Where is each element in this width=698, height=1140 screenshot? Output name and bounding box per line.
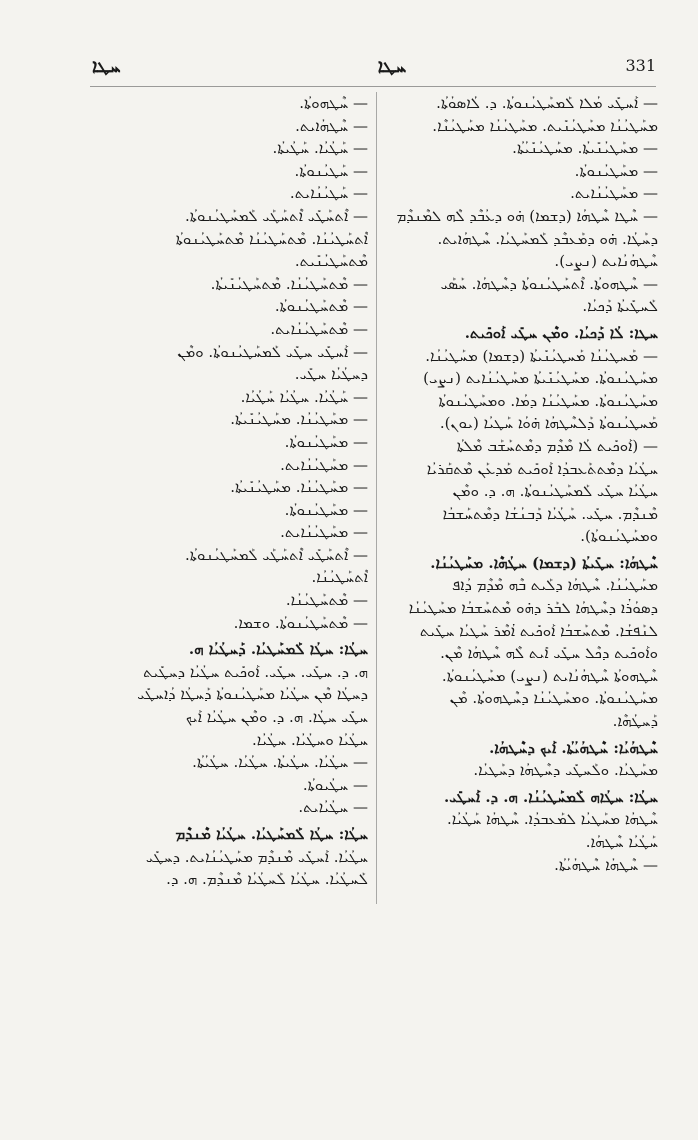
entry-line: ܕܰܚܛܳܗܶܐ. <box>612 712 658 731</box>
entry-line: ܐܶܬܚܰܛܝܳܢܳܐ. ܡܶܬܚܰܛܝܳܢܳܐ ܡܶܬܚܰܛܝܳܢܘܬܳܐ <box>175 229 368 248</box>
entry-headword-line: ܚܶܛܗܳܝܳܐ: ܚܶܛܗܳܝܳܬܳܐ. ܐܰܝܟ ܕܚܶܛܗܳܐ. <box>489 738 658 757</box>
entry-line: ܡܚܰܛܝܳܐ. ܘܠܰܚܛܺܝ ܕܚܶܛܗܳܐ ܕܚܰܛܝܳܐ. <box>473 761 658 780</box>
entry-line: — ܚܛܳܝܘܬܳܐ. <box>302 775 368 794</box>
entry-line: — ܐܰܚܛܺܝ ܡܳܠܐ ܠܰܡܚܰܛܝܳܢܘܬܳܐ. ܕ. ܠܳܐܣܘܳܬܳܐ. <box>436 94 658 112</box>
entry-line: ܡܰܚܛܝܳܢܘܬܳܐ ܕܰܠܚܶܛܗܳܐ ܗ̇ܘܳܐ ܚܰܛܝܳܐ (ܝܘܢ). <box>439 414 658 433</box>
header-rule <box>90 86 656 87</box>
entry-line: — ܡܚܰܛܝܳܢܳܐ. ܡܚܰܛܝܳܢܺܝܬܳܐ. <box>230 478 368 497</box>
entry-line: ܚܰܛܳܝܳܐ ܚܶܛܗܳܐ. <box>585 833 658 851</box>
entry-line: ܚܛܳܝܳܐ ܘܚܛܳܝܳܐ. ܚܛܳܝܳܐ. <box>251 730 368 749</box>
header-left-word: ܚܛܐ <box>92 56 121 77</box>
entry-line: ܠܰܚܛܺܝܬܳܐ ܕܰܟܝܳܐ. <box>582 297 658 316</box>
entry-line: ܚܶܛܗܳܢܳܐܝܬ (ܢܨܝ). <box>554 252 658 271</box>
entry-line: — ܚܶܛܗܳܐܝܬ. <box>295 116 368 135</box>
entry-line: — ܡܶܬܚܰܛܝܳܢܳܐ. <box>285 591 368 610</box>
entry-line: — ܡܶܬܚܰܛܝܳܢܘܬܳܐ. <box>274 297 368 316</box>
entry-line: ܕܚܛܳܝܳܐ ܚܛܺܝ. <box>294 365 368 384</box>
entry-line: ܚܶܛܗܘܬܳܐ ܚܶܛܗܳܢܳܐܝܬ (ܢܨܝ) ܡܚܰܛܝܳܢܘܬܳܐ. <box>441 666 658 685</box>
entry-line: ܡܶܬܚܰܛܝܳܢܺܝܬ. <box>294 252 368 271</box>
page-number: 331 <box>625 56 656 75</box>
entry-line: ܡܶܢܕܶܡ. ܚܛܺܝ. ܚܰܛܳܝܳܐ ܕܰܒܢܳܫܳܐ ܕܡܶܬܚܰܫܒܳܐ <box>442 504 658 523</box>
entry-line: ܚܛܳܝܳܐ ܕܡܶܬܬܰܥܒܕܳܐ ܐܰܘܟܺܝܬ ܡܰܕܥܰܢ ܡܶܬܩܰܪܝܳܐ <box>426 459 658 478</box>
entry-line: — ܡܚܰܛܝܳܢܳܐܝܬ. <box>570 184 658 203</box>
entry-line: — ܐܰܚܛܺܝ ܚܛܺܝ ܠܰܡܚܰܛܝܳܢܘܬܳܐ. ܘܡܶܢ <box>177 342 368 361</box>
entry-line: ܚܛܳܝܳܐ ܚܛܺܝ ܠܰܡܚܰܛܝܳܢܘܬܳܐ. ܗ. ܕ. ܘܡܶܢ <box>452 482 658 501</box>
entry-headword-line: ܚܛܳܐ: ܚܛܳܐܗ ܠܰܡܚܰܛܝܳܢܳܐ. ܗ. ܕ. ܐܰܚܛܺܝ. <box>443 787 658 806</box>
entry-line: — ܚܶܛܗܘܬܳܐ. ܐܶܬܚܰܛܝܳܢܘܬܳܐ ܕܚܶܛܗܳܐ. ܚܰܣܰܝ <box>440 274 658 293</box>
entry-line: — ܡܶܬܚܰܛܝܳܢܘܬܳܐ. ܘܫܡܐ. <box>233 613 368 632</box>
entry-line: ܕܣܘܳܪܳܐ ܕܚܶܛܗܳܐ ܠܒܰܪ ܕܗ̇ܘ ܡܶܬܚܰܫܒܳܐ ܡܚܰܛܝܳܢܳܐ <box>408 599 658 618</box>
entry-headword-line: ܚܛܐ: ܠܳܐ ܕܰܟܝܳܐ. ܘܡܶܢ ܚܛܺܝ ܐܰܘܟܺܝܬ. <box>464 323 658 342</box>
entry-line: ܘܡܚܰܛܝܳܢܘܬܳܐ). <box>580 527 658 546</box>
entry-line: — ܡܚܰܛܝܳܢܘܬܳܐ. <box>284 500 368 519</box>
right-column <box>386 92 658 876</box>
entry-line: ܡܚܰܛܝܳܢܳܐ ܡܚܰܛܝܳܢܺܝܬ. ܡܚܰܛܝܳܢܳܐ ܡܚܰܛܝܳܢܶܐ. <box>432 116 658 135</box>
entry-line: ܠܢܰܦܫܳܐ. ܡܶܬܚܰܫܒܳܐ ܐܰܘܟܺܝܬ ܐܳܡܶܪ ܚܰܛܝܳܐ ܚܛܺܝܬ <box>419 621 658 640</box>
entry-line: — ܚܛܳܝܳܐܝܬ. <box>298 798 368 817</box>
left-column <box>96 92 368 891</box>
entry-line: — ܚܛܳܝܳܐ. ܚܛܳܝܬܳܐ. ܚܛܳܝܳܐ. ܚܛܳܝܳܬܳܐ. <box>192 753 368 772</box>
entry-line: ܡܚܰܛܝܳܢܘܬܳܐ. ܡܚܰܛܝܳܢܳܐ ܕܡܳܐ. ܘܡܚܰܛܝܳܢܘܬܳܐ <box>438 391 658 410</box>
entry-line: ܠܰܚܛܳܝܳܐ. ܚܛܳܝܳܐ ܠܰܚܛܳܝܳܐ ܡܶܢܕܶܡ. ܗ. ܕ. <box>166 870 368 889</box>
entry-line: — ܚܶܛܐ ܚܶܛܗܳܐ (ܕܫܡܐ) ܗ̇ܘ ܕܥܳܒܶܕ ܠܶܗ ܠܡܶܢܕܶܡ <box>396 206 658 225</box>
entry-line: ܘܐܰܘܟܺܝܬ ܕܟܶܠ ܚܛܺܝ ܐܺܝܬ ܠܶܗ ܚܶܛܗܳܐ ܡܶܢ. <box>440 644 658 663</box>
entry-line: — ܚܰܛܝܳܢܳܐܝܬ. <box>289 184 368 203</box>
entry-line: ܚܶܛܗܳܐ ܡܚܰܛܝܳܐ ܠܡܰܥܒܕܳܐ. ܚܶܛܗܳܐ ܚܰܛܳܝܳܐ. <box>446 810 658 829</box>
entry-line: ܕܚܰܛܳܐ. ܗ̇ܘ ܕܡܰܥܒܶܕ ܠܰܡܚܰܛܝܳܐ. ܚܶܛܗܳܐܝܬ. <box>437 229 658 248</box>
entry-line: — ܡܶܬܚܰܛܝܳܢܳܐ. ܡܶܬܚܰܛܝܳܢܺܝܬܳܐ. <box>210 274 368 293</box>
entry-line: — ܐܶܬܚܰܛܺܝ ܐܶܬܚܰܛܰܝ ܠܰܡܚܰܛܝܳܢܘܬܳܐ. <box>185 206 368 225</box>
entry-line: ܡܚܰܛܝܳܢܳܐ. ܚܶܛܗܳܐ ܕܠܰܝܬ ܒܶܗ ܡܶܕܶܡ ܕܳܐܦ <box>452 576 658 595</box>
entry-line: — ܚܶܛܗܳܐ ܚܶܛܗܳܝܳܬܳܐ. <box>554 855 658 874</box>
entry-line: — (ܐܰܘܟܺܝܬ ܠܳܐ ܡܶܕܶܡ ܕܡܶܬܚܰܫܰܒ ܡܶܠܬܳܐ <box>456 436 658 455</box>
entry-line: ܚܛܳܝܳܐ. ܐܰܚܛܺܝ ܡܶܢܕܶܡ ܡܚܰܛܝܳܢܳܐܝܬ. ܕܚܛܺܝ <box>145 847 368 866</box>
entry-headword-line: ܚܛܳܐ: ܚܛܳܐ ܠܰܡܚܰܛܝܳܐ. ܕܰܚܛܳܝܳܐ ܗ. <box>188 640 368 659</box>
entry-line: — ܡܚܰܛܝܳܢܘܬܳܐ. <box>284 432 368 451</box>
entry-line: — ܚܰܛܳܝܳܐ. ܚܰܛܳܝܬܳܐ. <box>272 139 368 158</box>
column-divider <box>376 92 377 904</box>
entry-line: ܐܶܬܚܰܛܝܳܢܳܐ. <box>311 568 368 587</box>
entry-line: ܡܚܰܛܝܳܢܘܬܳܐ. ܘܡܚܰܛܝܳܢܳܐ ܕܚܶܛܗܘܬܳܐ. ܡܶܢ <box>449 689 658 708</box>
entry-line: — ܚܶܛܗܘܬܳܐ. <box>299 94 368 112</box>
entry-line: — ܡܶܬܚܰܛܝܳܢܳܐܝܬ. <box>270 319 368 338</box>
entry-line: — ܡܚܰܛܝܳܢܘܬܳܐ. <box>574 161 658 180</box>
entry-line: ܚܛܺܝ ܚܛܳܐ. ܗ. ܕ. ܘܡܶܢ ܚܛܳܝܳܐ ܐܰܝܟ <box>185 708 368 727</box>
entry-line: — ܚܰܛܝܳܢܘܬܳܐ. <box>294 161 368 180</box>
entry-line: — ܚܰܛܳܝܳܐ. ܚܛܳܝܳܐ ܚܰܛܳܝܳܐ. <box>240 387 368 406</box>
entry-line: — ܡܚܰܛܝܳܢܳܐܝܬ. <box>280 455 368 474</box>
entry-line: — ܡܚܰܛܝܳܢܳܐ. ܡܚܰܛܝܳܢܺܝܬܳܐ. <box>230 410 368 429</box>
entry-headword-line: ܚܶܛܗܳܐ: ܚܛܺܝܬܳܐ (ܕܫܡܐ) ܚܛܳܗܶܐ. ܡܚܰܛܝܳܢܳܐ. <box>430 553 658 572</box>
page-header <box>92 56 656 82</box>
entry-line: — ܡܚܰܛܝܳܢܺܝܬܳܐ. ܡܚܰܛܝܳܢܺܝܳܬܳܐ. <box>512 139 658 158</box>
entry-line: ܡܚܰܛܝܳܢܘܬܳܐ. ܡܚܰܛܝܳܢܺܝܬܳܐ ܡܚܰܛܝܳܢܳܐܝܬ (ܢܨܝ) <box>423 369 658 388</box>
entry-line: — ܐܶܬܚܰܛܺܝ ܐܶܬܚܰܛܰܝ ܠܰܡܚܰܛܝܳܢܘܬܳܐ. <box>185 545 368 564</box>
entry-line: ܕܚܛܳܐ ܡܶܢ ܚܛܳܝܳܐ ܡܚܰܛܝܳܢܘܬܳܐ ܕܰܚܛܳܐ ܕܳܐܚܛܺܝ <box>137 685 368 704</box>
entry-headword-line: ܚܛܳܐ: ܚܛܳܐ ܠܰܡܚܰܛܝܳܐ. ܚܛܳܝܳܐ ܡܶܢܕܶܡ <box>175 825 368 843</box>
entry-line: — ܡܰܚܛܝܳܢܳܐ ܡܰܚܛܝܳܢܺܝܬܳܐ (ܕܫܡܐ) ܡܚܰܛܝܳܢܳܐ. <box>425 346 658 365</box>
header-center-word: ܚܛܐ <box>377 56 407 77</box>
entry-line: — ܡܚܰܛܝܳܢܳܐܝܬ. <box>280 523 368 542</box>
entry-line: ܗ. ܕ. ܚܛܺܝ. ܚܛܺܝ. ܐܰܘܟܺܝܬ ܚܛܳܝܳܐ ܕܚܛܺܝܬ <box>143 662 368 681</box>
